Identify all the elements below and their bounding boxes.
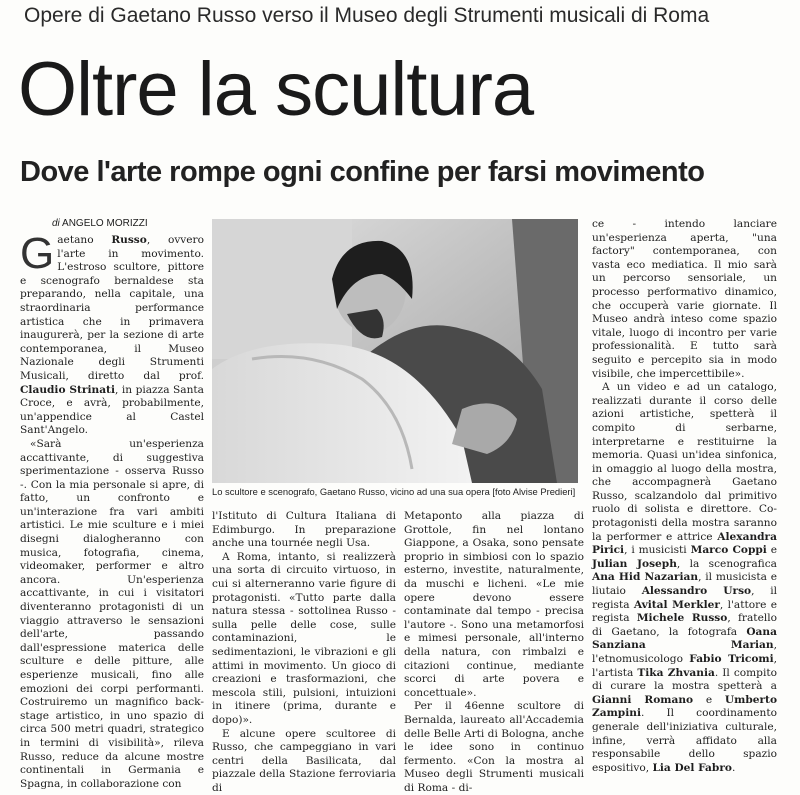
subheadline: Dove l'arte rompe ogni confine per farsi movimento (20, 156, 704, 189)
person-name: Lia Del Fabro (652, 762, 732, 774)
person-name: Alexandra Pirici (592, 531, 777, 557)
person-name: Fabio Tricomi (689, 653, 773, 665)
paragraph: E alcune opere scultoree di Russo, che campeggiano in vari centri della Basilicata, dal piazzale della Stazione ferroviaria di (212, 728, 396, 795)
text: , i musicisti (624, 544, 687, 556)
text: , in piazza Santa Croce, e avrà, probabilmente, un'appendice al Castel Sant'Angelo. (20, 384, 204, 437)
name-strinati: Claudio Strinati (20, 384, 115, 396)
person-name: Marco Coppi (691, 544, 767, 556)
drop-cap: G (20, 236, 54, 272)
text: . (732, 762, 735, 774)
text: , l'attore e regista (592, 599, 777, 625)
photo-caption: Lo scultore e scenografo, Gaetano Russo, vicino ad una sua opera [foto Alvise Predieri] (212, 486, 578, 497)
text: , il regista (592, 585, 777, 611)
person-name: Tika Zhvania (637, 667, 715, 679)
paragraph: «Sarà un'esperienza accattivante, di suggestiva sperimentazione - osserva Russo -. Con la mia personale si apre, di fatto, un confronto e un'interazione fra vari ambiti artistici. Le mie sculture e i miei disegni dialogheranno con musica, fotografia, cinema, videomaker, performer e altro ancora. Un'esperienza accattivante, in cui i visitatori diventeranno protagonisti di un viaggio attraverso le sensazioni dell'arte, passando dall'espressione materica delle sculture e delle pitture, alle esperienze musicali, fino alle emozioni dei corpi performanti. Costruiremo un magnifico back-stage artistico, in uno spazio di circa 500 metri quadri, strategico in termini di visibilità», rileva Russo, reduce da alcune mostre continentali in Germania e Spagna, in collaborazione con (20, 438, 204, 791)
kicker: Opere di Gaetano Russo verso il Museo degli Strumenti musicali di Roma (24, 4, 794, 28)
text: e (706, 694, 712, 706)
text: . Il compito di curare la mostra spetterà a (592, 667, 777, 693)
byline-prefix: di (52, 218, 60, 229)
person-name: Gianni Romano (592, 694, 693, 706)
person-name: Alessandro Urso (642, 585, 751, 597)
byline-author: ANGELO MORIZZI (62, 218, 148, 229)
article-photo (212, 219, 578, 483)
paragraph (20, 234, 204, 438)
text: , ovvero l'arte in movimento. L'estroso scultore, pittore e scenografo bernaldese sta preparando, nella capitale, una straordinaria performance artistica che in primavera inaugurerà, per la sezione di arte contemporanea, il Museo Nazionale degli Strumenti Musicali, diretto dal prof. (20, 234, 204, 382)
person-name: Oana Sanziana Marian (592, 626, 777, 652)
text: aetano (57, 234, 93, 246)
text: , il musicista e liutaio (592, 571, 777, 597)
article-column-4 (592, 218, 777, 769)
person-name: Julian Joseph (592, 558, 677, 570)
paragraph: Metaponto alla piazza di Grottole, fin nel lontano Giappone, a Osaka, sono pensate proprio in simbiosi con lo spazio esterno, investite, naturalmente, da muschi e licheni. «Le mie opere devono essere contaminate dal tempo - precisa l'autore -. Sono una metamorfosi e mimesi personale, all'interno della natura, con rimbalzi e citazioni continue, mediante scorci di arte povera e concettuale». (404, 510, 584, 700)
paragraph (592, 381, 777, 775)
text: , l'etnomusicologo (592, 639, 777, 665)
article-column-2 (212, 510, 396, 769)
paragraph: A Roma, intanto, si realizzerà una sorta di circuito virtuoso, in cui si alterneranno varie figure di protagonisti. «Tutto parte dalla natura stessa - sottolinea Russo - sulla pelle delle cose, sulle contaminazioni, le sedimentazioni, le vibrazioni e gli attimi in movimento. Un gioco di creazioni e trasformazioni, che mescola stili, pulsioni, intuizioni in itinere (prima, durante e dopo)». (212, 551, 396, 728)
person-name: Avital Merkler (634, 599, 720, 611)
text: e (771, 544, 777, 556)
text: , la scenografica (677, 558, 777, 570)
paragraph: ce - intendo lanciare un'esperienza aperta, "una factory" contemporanea, con vasta eco mediatica. Il mio sarà un percorso sensoriale, un processo performativo dinamico, che occuperà varie giornate. Il Museo andrà inteso come spazio vitale, luogo di incontro per varie professionalità. E tutto sarà seguito e percepito sia in modo visibile, che impercettibile». (592, 218, 777, 381)
name-russo: Russo (111, 234, 147, 246)
person-name: Ana Hid Nazarian (592, 571, 698, 583)
byline (52, 218, 148, 229)
paragraph: Per il 46enne scultore di Bernalda, laureato all'Accademia delle Belle Arti di Bologna, anche le idee sono in continuo fermento. «Con la mostra al Museo degli Strumenti musicali di Roma - di- (404, 700, 584, 795)
article-column-3 (404, 510, 584, 769)
photo-image (212, 219, 578, 483)
headline: Oltre la scultura (18, 50, 533, 130)
text: A un video e ad un catalogo, realizzati durante il corso delle azioni artistiche, spetterà il compito di serbarne, interpretarne e restituirne la memoria. Quasi un'idea sinfonica, in omaggio al luogo della mostra, che accompagnerà Gaetano Russo, scalzandolo dal primitivo ruolo di solista e direttore. Co-protagonisti della mostra saranno la performer e attrice (592, 381, 777, 543)
text: . Il coordinamento generale dell'iniziativa culturale, infine, verrà affidato alla responsabile dello spazio espositivo, (592, 707, 777, 773)
paragraph: l'Istituto di Cultura Italiana di Edimburgo. In preparazione anche una tournée negli Usa. (212, 510, 396, 551)
text: , fratello di Gaetano, la fotografa (592, 612, 777, 638)
text: , l'artista (592, 653, 777, 679)
article-column-1 (20, 234, 204, 769)
person-name: Michele Russo (637, 612, 728, 624)
person-name: Umberto Zampini (592, 694, 777, 720)
